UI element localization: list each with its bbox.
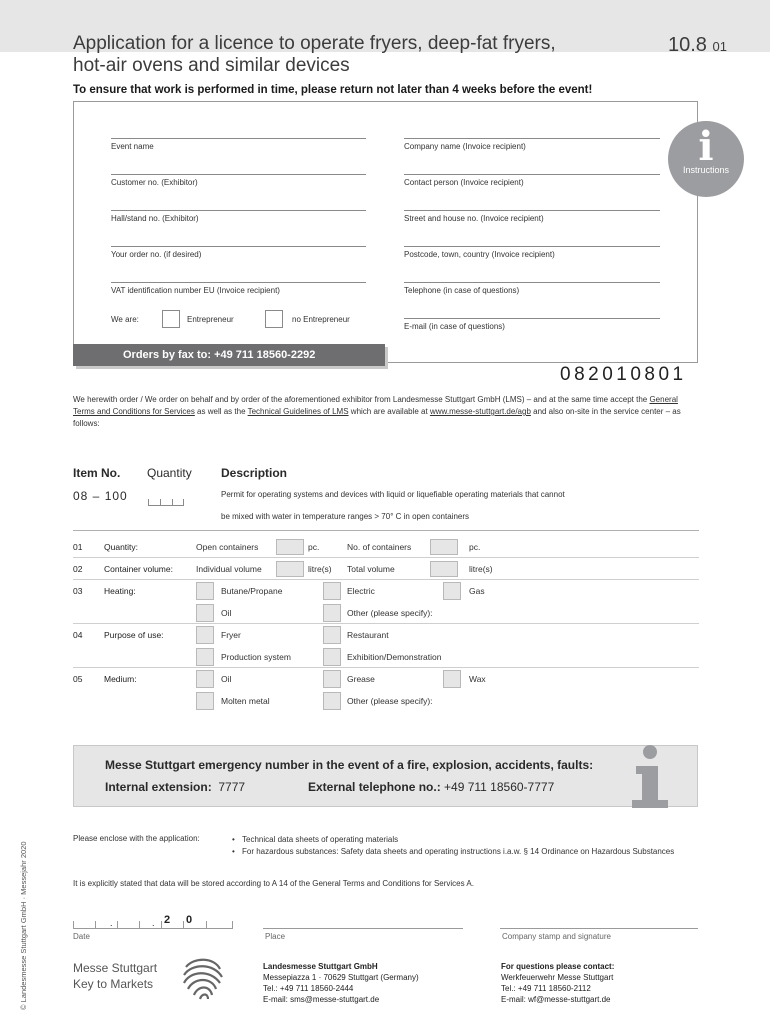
individual-volume-unit: litre(s)	[308, 564, 332, 574]
email-field[interactable]	[404, 318, 660, 319]
stamp-signature-field[interactable]	[500, 928, 698, 929]
internal-extension-label: Internal extension:	[105, 780, 212, 794]
production-system-label: Production system	[221, 652, 291, 662]
row-number-03: 03	[73, 586, 83, 596]
company-name-field[interactable]	[404, 138, 660, 139]
emergency-headline: Messe Stuttgart emergency number in the event of a fire, explosion, accidents, faults:	[105, 758, 594, 772]
col-qty-header: Quantity	[147, 466, 192, 480]
telephone-field[interactable]	[404, 282, 660, 283]
terms-link[interactable]: General Terms and Conditions for Services	[73, 395, 678, 416]
row-number-04: 04	[73, 630, 83, 640]
individual-volume-input[interactable]	[276, 561, 304, 577]
intro-paragraph	[73, 394, 695, 430]
heating-oil-label: Oil	[221, 608, 232, 618]
postcode-label: Postcode, town, country (Invoice recipient)	[404, 250, 555, 259]
enclose-label: Please enclose with the application:	[73, 834, 200, 843]
lms-street: Messepiazza 1 · 70629 Stuttgart (Germany)	[263, 973, 419, 982]
entrepreneur-checkbox[interactable]	[162, 310, 180, 328]
postcode-field[interactable]	[404, 246, 660, 247]
intro-text-3: which are available at	[348, 407, 430, 416]
electric-checkbox[interactable]	[323, 582, 341, 600]
enclose-text-1: Technical data sheets of operating materials	[242, 835, 399, 844]
lms-address	[263, 961, 419, 1005]
gas-label: Gas	[469, 586, 485, 596]
internal-extension-value: 7777	[218, 780, 246, 794]
molten-metal-checkbox[interactable]	[196, 692, 214, 710]
row-divider	[73, 579, 699, 580]
intro-text-2: as well as the	[194, 407, 248, 416]
form-number-version: 01	[712, 39, 727, 54]
no-entrepreneur-checkbox[interactable]	[265, 310, 283, 328]
email-label: E-mail (in case of questions)	[404, 322, 505, 331]
vat-field[interactable]	[111, 282, 366, 283]
contact-email[interactable]: E-mail: wf@messe-stuttgart.de	[501, 995, 611, 1004]
logo-line2: Key to Markets	[73, 977, 154, 991]
heating-oil-checkbox[interactable]	[196, 604, 214, 622]
col-desc-header: Description	[221, 466, 288, 480]
intro-text-4: and also on-site in the service center – as follows:	[73, 407, 681, 428]
form-number-main: 10.8	[668, 34, 707, 56]
col-item-header: Item No.	[73, 466, 121, 480]
molten-metal-label: Molten metal	[221, 696, 270, 706]
no-containers-unit: pc.	[469, 542, 481, 552]
wax-label: Wax	[469, 674, 486, 684]
internal-extension	[105, 780, 245, 794]
row-divider	[73, 557, 699, 558]
row-label-heating: Heating:	[104, 586, 136, 596]
fax-bar: Orders by fax to: +49 711 18560-2292	[73, 344, 385, 366]
butane-checkbox[interactable]	[196, 582, 214, 600]
lms-name: Landesmesse Stuttgart GmbH	[263, 962, 378, 971]
external-phone	[308, 780, 554, 794]
table-divider	[73, 530, 699, 531]
date-field[interactable]	[73, 928, 233, 929]
item-number: 08 – 100	[73, 489, 128, 503]
street-field[interactable]	[404, 210, 660, 211]
heating-other-checkbox[interactable]	[323, 604, 341, 622]
row-label-medium: Medium:	[104, 674, 137, 684]
external-phone-label: External telephone no.:	[308, 780, 441, 794]
we-are-label: We are:	[111, 315, 139, 324]
stamp-label: Company stamp and signature	[502, 932, 611, 941]
fryer-label: Fryer	[221, 630, 241, 640]
page-title	[73, 33, 633, 77]
company-name-label: Company name (Invoice recipient)	[404, 142, 526, 151]
contact-phone: Tel.: +49 711 18560-2112	[501, 984, 591, 993]
external-phone-value: +49 711 18560-7777	[444, 780, 555, 794]
enclose-text-2: For hazardous substances: Safety data sheets and operating instructions i.a.w. § 14 Ordinance on Hazardous Substances	[242, 847, 675, 856]
total-volume-input[interactable]	[430, 561, 458, 577]
deadline-notice: To ensure that work is performed in time, please return not later than 4 weeks before the event!	[73, 84, 593, 96]
year-digit-0: 0	[186, 914, 193, 926]
grease-checkbox[interactable]	[323, 670, 341, 688]
telephone-label: Telephone (in case of questions)	[404, 286, 520, 295]
row-number-02: 02	[73, 564, 83, 574]
contact-person-label: Contact person (Invoice recipient)	[404, 178, 524, 187]
instructions-label: Instructions	[682, 165, 730, 175]
contact-title: For questions please contact:	[501, 962, 615, 971]
medium-other-checkbox[interactable]	[323, 692, 341, 710]
row-label-purpose: Purpose of use:	[104, 630, 164, 640]
page-title-line2: hot-air ovens and similar devices	[73, 55, 350, 76]
contact-address	[501, 961, 614, 1005]
fryer-checkbox[interactable]	[196, 626, 214, 644]
place-label: Place	[265, 932, 286, 941]
quantity-field[interactable]	[148, 494, 184, 506]
event-name-label: Event name	[111, 142, 154, 151]
description-line1: Permit for operating systems and devices with liquid or liquefiable operating materials that cannot	[221, 490, 565, 499]
enclose-item-2: • For hazardous substances: Safety data sheets and operating instructions i.a.w. § 14 Ordinance on Hazardous Substances	[232, 847, 675, 856]
medium-oil-checkbox[interactable]	[196, 670, 214, 688]
event-name-field[interactable]	[111, 138, 366, 139]
restaurant-checkbox[interactable]	[323, 626, 341, 644]
customer-no-label: Customer no. (Exhibitor)	[111, 178, 198, 187]
electric-label: Electric	[347, 586, 375, 596]
instructions-button[interactable]	[668, 121, 744, 197]
messe-stuttgart-logo	[73, 960, 157, 992]
row-number-05: 05	[73, 674, 83, 684]
description-line2: be mixed with water in temperature ranges > 70° C in open containers	[221, 512, 469, 521]
medium-oil-label: Oil	[221, 674, 232, 684]
customer-data-box	[73, 101, 698, 363]
enclose-list	[232, 834, 692, 858]
logo-swirl-icon	[180, 955, 226, 1003]
agb-link[interactable]: www.messe-stuttgart.de/agb	[429, 407, 531, 416]
restaurant-label: Restaurant	[347, 630, 389, 640]
total-volume-unit: litre(s)	[469, 564, 493, 574]
open-containers-unit: pc.	[308, 542, 320, 552]
total-volume-label: Total volume	[347, 564, 395, 574]
info-icon	[628, 744, 676, 810]
butane-label: Butane/Propane	[221, 586, 283, 596]
production-system-checkbox[interactable]	[196, 648, 214, 666]
open-containers-input[interactable]	[276, 539, 304, 555]
open-containers-label: Open containers	[196, 542, 259, 552]
individual-volume-label: Individual volume	[196, 564, 262, 574]
hall-stand-label: Hall/stand no. (Exhibitor)	[111, 214, 199, 223]
medium-other-label: Other (please specify):	[347, 696, 433, 706]
lms-email[interactable]: E-mail: sms@messe-stuttgart.de	[263, 995, 380, 1004]
exhibition-checkbox[interactable]	[323, 648, 341, 666]
row-divider	[73, 667, 699, 668]
row-divider	[73, 623, 699, 624]
logo-line1: Messe Stuttgart	[73, 961, 158, 975]
street-label: Street and house no. (Invoice recipient)	[404, 214, 544, 223]
guidelines-link[interactable]: Technical Guidelines of LMS	[247, 407, 349, 416]
emergency-box	[73, 745, 698, 807]
place-field[interactable]	[263, 928, 463, 929]
row-label-quantity: Quantity:	[104, 542, 139, 552]
row-number-01: 01	[73, 542, 83, 552]
page-title-line1: Application for a licence to operate fryers, deep-fat fryers,	[73, 33, 556, 54]
heating-other-label: Other (please specify):	[347, 608, 433, 618]
vat-label: VAT identification number EU (Invoice recipient)	[111, 286, 280, 295]
entrepreneur-label: Entrepreneur	[187, 315, 234, 324]
info-icon: i	[698, 123, 714, 170]
intro-text-1: We herewith order / We order on behalf and by order of the aforementioned exhibitor from Landesmesse Stuttgart GmbH (LMS) – and at the same time accept the	[73, 395, 650, 404]
order-no-label: Your order no. (if desired)	[111, 250, 202, 259]
no-containers-input[interactable]	[430, 539, 458, 555]
data-storage-note: It is explicitly stated that data will be stored according to A 14 of the General Terms and Conditions for Services A.	[73, 879, 474, 888]
no-entrepreneur-label: no Entrepreneur	[292, 315, 350, 324]
hall-stand-field[interactable]	[111, 210, 366, 211]
customer-no-field[interactable]	[111, 174, 366, 175]
order-no-field[interactable]	[111, 246, 366, 247]
date-label: Date	[73, 932, 90, 941]
form-number	[668, 34, 727, 57]
contact-person-field[interactable]	[404, 174, 660, 175]
row-label-container-volume: Container volume:	[104, 564, 173, 574]
wax-checkbox[interactable]	[443, 670, 461, 688]
contact-name: Werkfeuerwehr Messe Stuttgart	[501, 973, 614, 982]
copyright-side-text: © Landesmesse Stuttgart GmbH · Messejahr 2020	[19, 841, 28, 1010]
grease-label: Grease	[347, 674, 375, 684]
order-number: 082010801	[560, 364, 687, 385]
enclose-item-1: • Technical data sheets of operating materials	[232, 835, 399, 844]
exhibition-label: Exhibition/Demonstration	[347, 652, 442, 662]
lms-phone: Tel.: +49 711 18560-2444	[263, 984, 354, 993]
no-containers-label: No. of containers	[347, 542, 412, 552]
year-digit-2: 2	[164, 914, 171, 926]
gas-checkbox[interactable]	[443, 582, 461, 600]
